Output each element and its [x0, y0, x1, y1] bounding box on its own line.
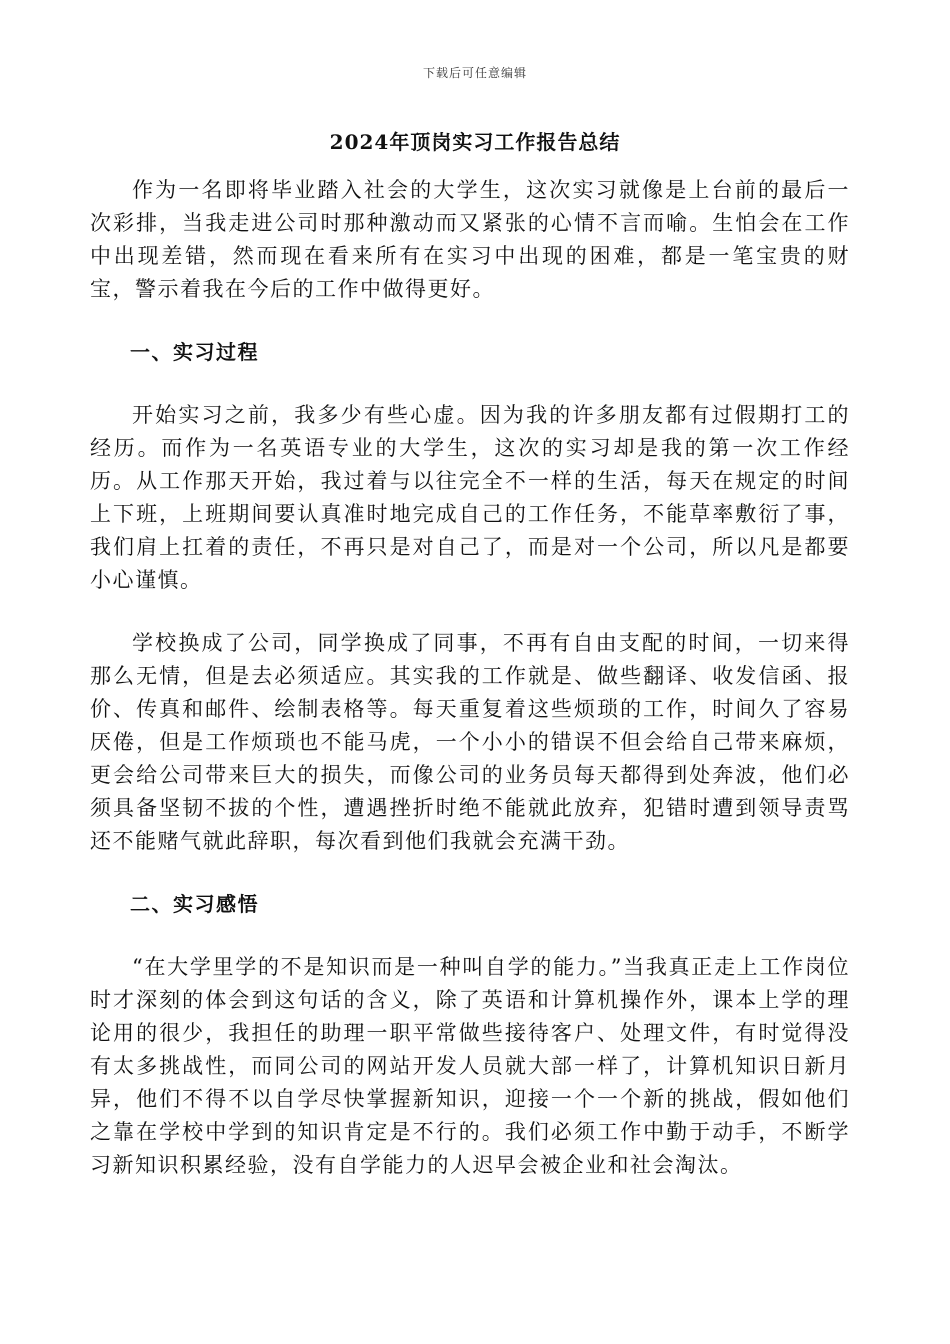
header-note: 下载后可任意编辑 — [422, 66, 527, 80]
section-heading-1: 一、实习过程 — [130, 340, 259, 364]
section2-paragraph-1: “在大学里学的不是知识而是一种叫自学的能力。”当我真正走上工作岗位时才深刻的体会到这句话的含义，除了英语和计算机操作外，课本上学的理论用的很少，我担任的助理一职平常做些接待客户、处理文件，有时觉得没有太多挑战性，而同公司的网站开发人员就大部一样了，计算机知识日新月异，他们不得不以自学尽快掌握新知识，迎接一个一个新的挑战，假如他们之靠在学校中学到的知识肯定是不行的。我们必须工作中勤于动手，不断学习新知识积累经验，没有自学能力的人迟早会被企业和社会淘汰。 — [90, 955, 850, 1177]
intro-paragraph: 作为一名即将毕业踏入社会的大学生，这次实习就像是上台前的最后一次彩排，当我走进公司时那种激动而又紧张的心情不言而喻。生怕会在工作中出现差错，然而现在看来所有在实习中出现的困难，都是一笔宝贵的财宝，警示着我在今后的工作中做得更好。 — [90, 178, 850, 301]
section1-paragraph-2: 学校换成了公司，同学换成了同事，不再有自由支配的时间，一切来得那么无情，但是去必须适应。其实我的工作就是、做些翻译、收发信函、报价、传真和邮件、绘制表格等。每天重复着这些烦琐的工作，时间久了容易厌倦，但是工作烦琐也不能马虎，一个小小的错误不但会给自己带来麻烦，更会给公司带来巨大的损失，而像公司的业务员每天都得到处奔波，他们必须具备坚韧不拔的个性，遭遇挫折时绝不能就此放弃，犯错时遭到领导责骂还不能赌气就此辞职，每次看到他们我就会充满干劲。 — [90, 631, 850, 853]
document-body — [90, 174, 850, 1182]
section-heading-2: 二、实习感悟 — [130, 892, 259, 916]
document-title: 2024年顶岗实习工作报告总结 — [329, 130, 621, 154]
section1-paragraph-1: 开始实习之前，我多少有些心虚。因为我的许多朋友都有过假期打工的经历。而作为一名英语专业的大学生，这次的实习却是我的第一次工作经历。从工作那天开始，我过着与以往完全不一样的生活，每天在规定的时间上下班，上班期间要认真准时地完成自己的工作任务，不能草率敷衍了事，我们肩上扛着的责任，不再只是对自己了，而是对一个公司，所以凡是都要小心谨慎。 — [90, 403, 850, 592]
